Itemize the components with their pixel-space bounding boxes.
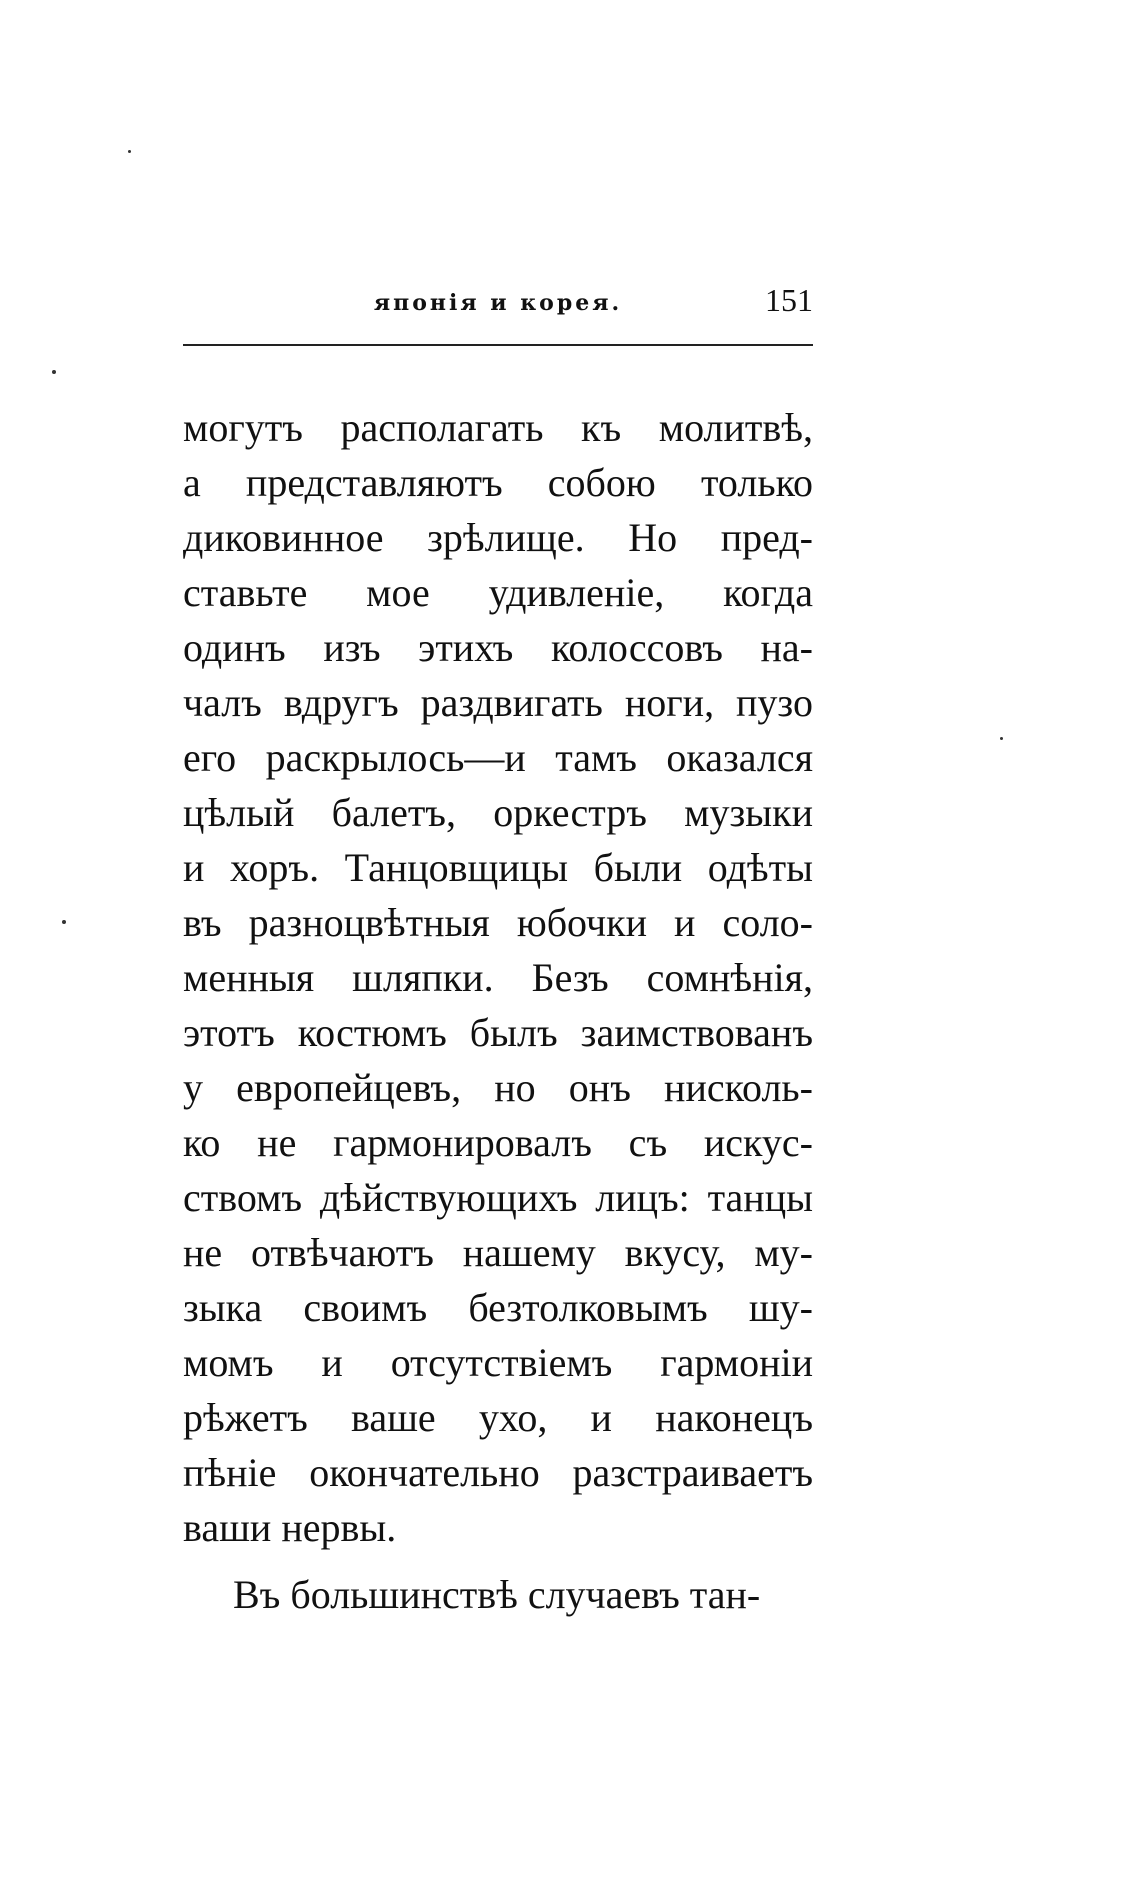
text-line: не отвѣчаютъ нашему вкусу, му- [183, 1230, 813, 1275]
page-number: 151 [765, 282, 813, 318]
scan-speck [52, 370, 56, 374]
scan-speck [128, 150, 131, 153]
text-line: ваши нервы. [183, 1505, 397, 1550]
text-line: рѣжетъ ваше ухо, и наконецъ [183, 1395, 813, 1440]
scan-speck [1000, 737, 1003, 740]
text-line: менныя шляпки. Безъ сомнѣнія, [183, 955, 813, 1000]
text-line: въ разноцвѣтныя юбочки и соло- [183, 900, 813, 945]
text-line: зыка своимъ безтолковымъ шу- [183, 1285, 813, 1330]
header-rule [183, 344, 813, 346]
text-line: могутъ располагать къ молитвѣ, [183, 405, 813, 450]
text-line: одинъ изъ этихъ колоссовъ на- [183, 625, 813, 670]
scan-speck [62, 920, 66, 924]
paragraph [183, 1567, 813, 1622]
text-line: Въ большинствѣ случаевъ тан- [233, 1572, 761, 1617]
paragraph [183, 400, 813, 1555]
text-line: у европейцевъ, но онъ нисколь- [183, 1065, 813, 1110]
text-line: диковинное зрѣлище. Но пред- [183, 515, 813, 560]
text-line: момъ и отсутствіемъ гармоніи [183, 1340, 813, 1385]
text-line: и хоръ. Танцовщицы были одѣты [183, 845, 813, 890]
body-text [183, 400, 813, 1622]
text-line: ко не гармонировалъ съ искус- [183, 1120, 813, 1165]
text-line: ставьте мое удивленіе, когда [183, 570, 813, 615]
text-line: а представляютъ собою только [183, 460, 813, 505]
paragraph-gap [183, 1555, 813, 1567]
text-line: ствомъ дѣйствующихъ лицъ: танцы [183, 1175, 813, 1220]
text-line: пѣніе окончательно разстраиваетъ [183, 1450, 813, 1495]
text-line: его раскрылось—и тамъ оказался [183, 735, 813, 780]
text-line: этотъ костюмъ былъ заимствованъ [183, 1010, 813, 1055]
running-title: японія и корея. [373, 290, 623, 316]
text-line: чалъ вдругъ раздвигать ноги, пузо [183, 680, 813, 725]
page-header [183, 282, 813, 322]
text-line: цѣлый балетъ, оркестръ музыки [183, 790, 813, 835]
